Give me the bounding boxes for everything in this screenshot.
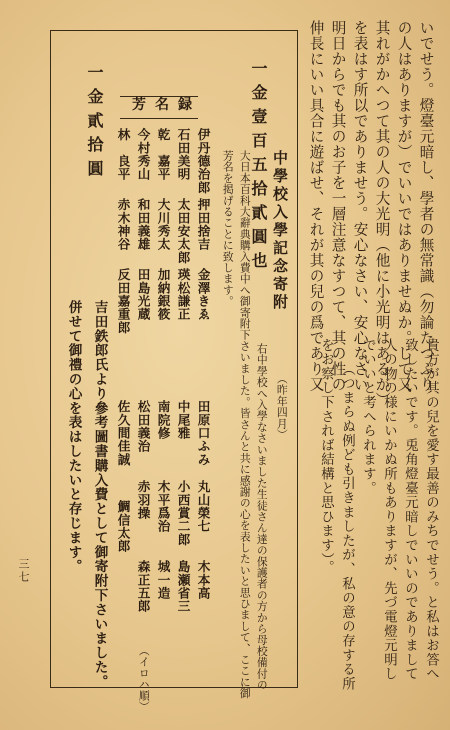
name-col-2: 石田美明: [175, 128, 191, 181]
roster-order-note: （イロハ順）: [137, 645, 151, 713]
name-col-1c: 金澤きゑ: [195, 268, 211, 321]
name-low-1c: 木本高: [195, 560, 211, 600]
name-low-2: 中尾雅: [175, 400, 191, 440]
prose-lower-line-3: 人の物の様にいかぬ所もありますが、先づ電燈元明し: [381, 338, 397, 682]
donation-note-1: 右中學校へ入學なさいました生徒さん達の保護者の方から母校備付の: [255, 343, 269, 691]
name-low-4b: 赤羽操: [135, 480, 151, 520]
name-col-3c: 加納銀筱: [155, 268, 171, 321]
second-donation-line-1: 吉田鉄郎氏より參考圖書購入費として御寄附下さいました。: [91, 300, 108, 689]
name-col-1b: 押田捨吉: [195, 198, 211, 251]
name-low-3b: 木平爲治: [155, 480, 171, 533]
name-col-4b: 和田義雄: [135, 198, 151, 251]
name-low-2c: 島瀬省三: [175, 560, 191, 613]
name-col-4c: 田島光蔵: [135, 268, 151, 321]
name-col-4: 今村秀山: [135, 128, 151, 181]
name-low-2b: 小西賞二郎: [175, 480, 191, 546]
prose-lower-line-4: でいいと考へられます。: [360, 338, 376, 496]
name-col-2c: 瑛松謙正: [175, 268, 191, 321]
donation-amount: 一金壹百五拾貳圓也: [249, 60, 268, 276]
name-col-2b: 太田安太郎: [175, 198, 191, 264]
prose-lower-line-6: をお察し下されば結構と思ひます）。: [318, 338, 334, 575]
donation-note-2: 大日本百科大辭典購入費中へ御寄附下さいました。皆さんと共に感謝の心を表したいと思ひまして、ここに御: [238, 150, 252, 699]
prose-lower-line-5: （つまらぬ例ども引きましたが、私の意の存する所: [339, 362, 355, 691]
name-low-4: 松田義治: [135, 400, 151, 453]
donation-note-3: 芳名を掲げることに致します。: [221, 150, 235, 307]
name-col-5b: 赤木神谷: [115, 198, 131, 251]
name-col-3b: 大川秀太: [155, 198, 171, 251]
prose-line-2: の人はありますが）でいいではありませぬか。して又: [395, 20, 413, 392]
name-low-3: 南院修: [155, 400, 171, 440]
name-low-5b: 鯛信太郎: [115, 500, 131, 553]
name-low-4c: 森正五郎: [135, 560, 151, 613]
name-col-5c: 反田嘉重郎: [115, 268, 131, 334]
name-col-1: 伊丹德治郎: [195, 128, 211, 194]
name-low-3c: 城一造: [155, 560, 171, 600]
prose-line-1: いでせう。燈臺元暗し、學者の無常識（勿論たつぷり: [417, 20, 435, 392]
name-low-1b: 丸山榮七: [195, 480, 211, 533]
name-col-3: 乾 嘉平: [155, 128, 171, 181]
page-number: 三七: [17, 558, 30, 584]
prose-line-3: 其れがかへつて其の人の大光明（他に小光明はあるが）: [373, 20, 391, 408]
prose-line-5: 明日からでも其のお子を一層注意なすつて、其の性の: [329, 20, 347, 392]
prose-line-6: 伸長にいい具合に遊ばせ、それが其の兒の爲であり又: [307, 20, 325, 392]
donation-heading: 中學校入學記念寄附: [271, 150, 289, 312]
roster-bottom-rule: [120, 118, 198, 119]
name-low-1: 田原口ふみ: [195, 400, 211, 466]
donation-date: （昨年四月）: [275, 373, 289, 441]
second-donation-amount: 一金貳拾圓: [85, 64, 104, 184]
second-donation-line-2: 併せて御禮の心を表はしたいと存じます。: [65, 300, 82, 574]
prose-line-4: を表はす所以でありませう。安心なさい、安心なさい: [351, 20, 369, 392]
prose-lower-line-1: 貴方が其の兒を愛す最善のみちでせう。と私はお答へ: [423, 338, 439, 682]
prose-lower-line-2: 致したいです。兎角燈臺元暗しでいいのでありまして: [402, 338, 418, 682]
name-low-5: 佐久間佳誠: [115, 400, 131, 466]
roster-label: 芳名録: [132, 97, 201, 113]
name-col-5: 林 良平: [115, 128, 131, 181]
